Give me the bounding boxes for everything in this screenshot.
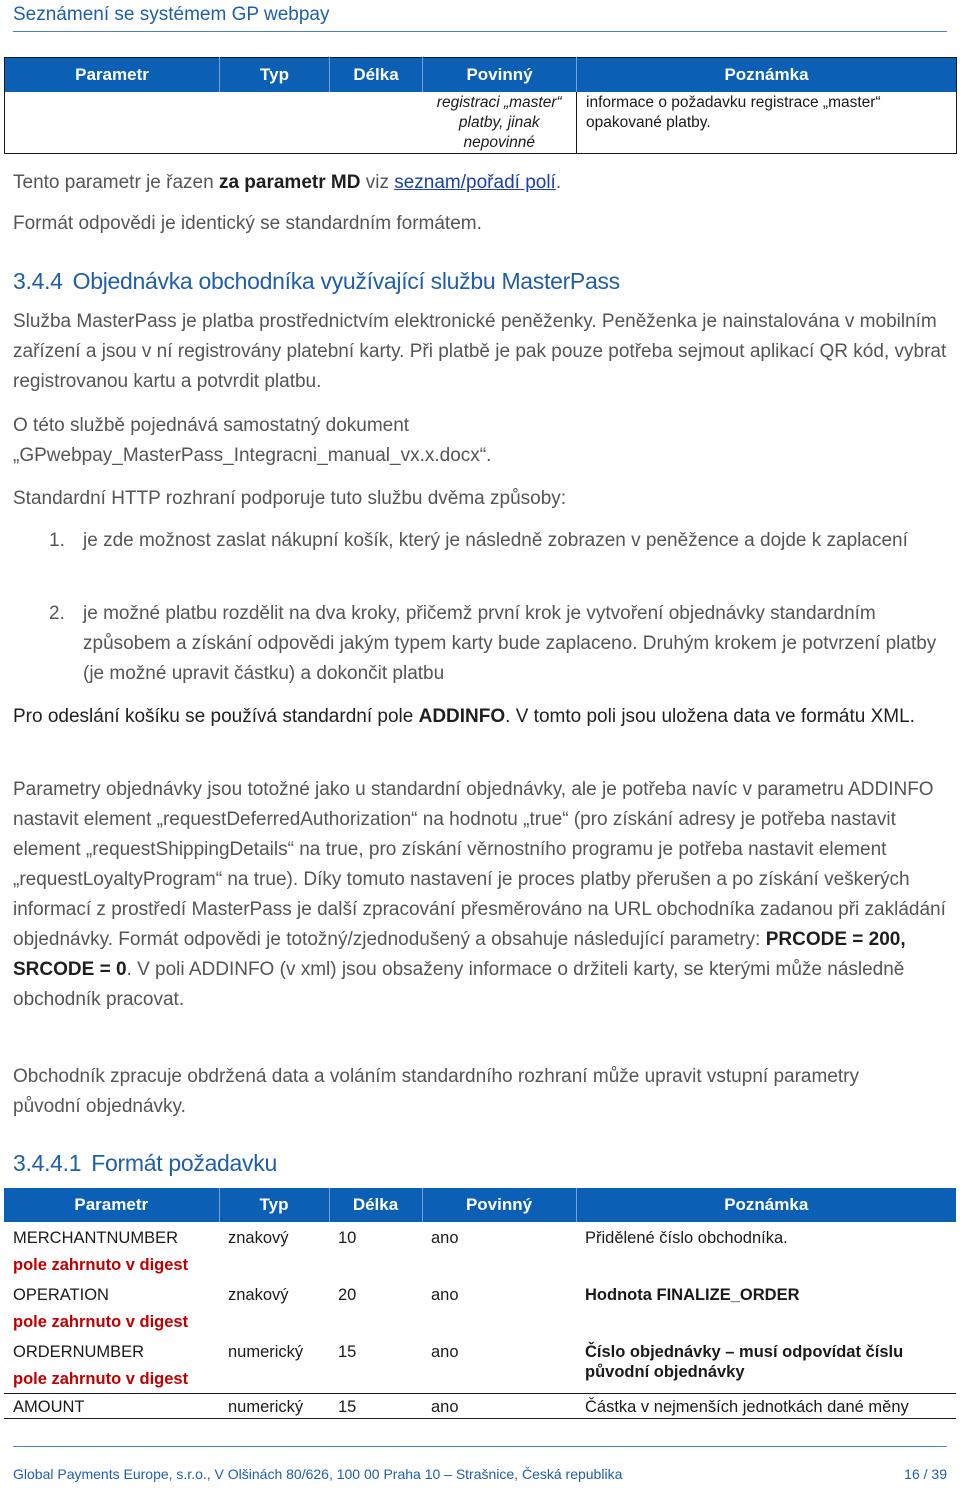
param-name: ORDERNUMBER	[13, 1343, 145, 1361]
col-header-parametr: Parametr	[4, 1188, 219, 1222]
section-number: 3.4.4	[13, 268, 63, 294]
text: viz	[360, 172, 395, 193]
list-number: 2.	[49, 603, 65, 624]
cell-parametr	[5, 92, 220, 154]
col-header-delka: Délka	[330, 58, 423, 93]
cell-delka: 15	[338, 1343, 357, 1361]
paragraph-document-reference: O této službě pojednává samostatný dokument „GPwebpay_MasterPass_Integracni_manual_vx.x.docx“.	[13, 415, 492, 466]
table-header-row	[4, 1188, 956, 1222]
list-text: je možné platbu rozdělit na dva kroky, přičemž první krok je vytvoření objednávky standardním způsobem a získání odpovědi jakým typem karty bude zaplaceno. Druhým krokem je potvrzení platby (je možné upravit částku) a dokončit platbu	[83, 603, 937, 684]
cell-typ: numerický	[228, 1343, 304, 1361]
footer-divider	[13, 1446, 947, 1447]
cell-parametr	[4, 1222, 219, 1279]
cell-poznamka: Hodnota FINALIZE_ORDER	[585, 1286, 800, 1304]
table-row	[4, 1394, 956, 1419]
text: Tento parametr je řazen	[13, 172, 219, 193]
col-header-typ: Typ	[220, 58, 330, 93]
request-format-table	[4, 1188, 956, 1419]
paragraph-merchant-processing: Obchodník zpracuje obdržená data a voláním standardního rozhraní může upravit vstupní parametry původní objednávky.	[13, 1066, 859, 1117]
page-header-title: Seznámení se systémem GP webpay	[13, 4, 330, 25]
cell-parametr	[4, 1336, 219, 1394]
table-header-row	[5, 58, 957, 93]
cell-povinny: registraci „master“ platby, jinak nepovinné	[436, 94, 562, 151]
page-number: 16 / 39	[904, 1466, 947, 1482]
section-heading	[13, 268, 620, 295]
digest-flag: pole zahrnuto v digest	[13, 1256, 189, 1274]
table-row	[5, 92, 957, 154]
col-header-poznamka: Poznámka	[576, 1188, 956, 1222]
paragraph-order-note	[13, 168, 561, 198]
section-title: Objednávka obchodníka využívající službu MasterPass	[72, 268, 620, 294]
cell-delka: 10	[338, 1229, 357, 1247]
paragraph-order-parameters	[13, 775, 953, 1015]
col-header-delka: Délka	[329, 1188, 422, 1222]
cell-typ: znakový	[228, 1286, 289, 1304]
text: Pro odeslání košíku se používá standardní pole	[13, 706, 419, 727]
text: . V poli ADDINFO (v xml) jsou obsaženy informace o držiteli karty, se kterými může následně obchodník pracovat.	[13, 959, 905, 1010]
cell-typ	[220, 92, 330, 154]
header-divider	[13, 31, 947, 32]
cell-parametr: AMOUNT	[4, 1394, 219, 1419]
bold-text: ADDINFO	[418, 706, 506, 727]
subsection-title: Formát požadavku	[91, 1150, 277, 1176]
table-row	[4, 1222, 956, 1279]
text: .	[555, 172, 562, 193]
field-order-link[interactable]: seznam/pořadí polí	[394, 172, 556, 193]
paragraph-addinfo	[13, 702, 948, 732]
digest-flag: pole zahrnuto v digest	[13, 1370, 189, 1388]
cell-povinny: ano	[431, 1343, 459, 1361]
cell-poznamka: Přidělené číslo obchodníka.	[585, 1229, 788, 1247]
cell-povinny: ano	[422, 1394, 576, 1419]
cell-delka: 15	[329, 1394, 422, 1419]
cell-povinny: ano	[431, 1286, 459, 1304]
paragraph-response-format: Formát odpovědi je identický se standardním formátem.	[13, 213, 482, 234]
text: . V tomto poli jsou uložena data ve formátu XML.	[505, 706, 915, 727]
list-number: 1.	[49, 530, 65, 551]
table-row	[4, 1279, 956, 1336]
text: Parametry objednávky jsou totožné jako u standardní objednávky, ale je potřeba navíc v parametru ADDINFO nastavit element „requestDeferredAuthorization“ na hodnotu „true“ (pro získání adresy je potřeba nastavit element „requestShippingDetails“ na true, pro získání věrnostního programu je potřeba nastavit element „requestLoyaltyProgram“ na true). Díky tomuto nastavení je proces platby přerušen a po získání veškerých informací z prostředí MasterPass je další zpracování přesměrováno na URL obchodníka zadanou při zakládání objednávky. Formát odpovědi je totožný/zjednodušený a obsahuje následující parametry:	[13, 779, 946, 950]
subsection-heading	[13, 1150, 277, 1177]
param-name: OPERATION	[13, 1286, 109, 1304]
cell-poznamka: Částka v nejmenších jednotkách dané měny	[576, 1394, 956, 1419]
cell-delka: 20	[338, 1286, 357, 1304]
bold-text: za parametr MD	[218, 172, 361, 193]
col-header-povinny: Povinný	[423, 58, 577, 93]
parameter-table-continued	[4, 57, 957, 154]
col-header-typ: Typ	[219, 1188, 329, 1222]
cell-povinny: ano	[431, 1229, 459, 1247]
list-item	[49, 599, 937, 684]
cell-poznamka: Číslo objednávky – musí odpovídat číslu původní objednávky	[585, 1343, 904, 1381]
col-header-poznamka: Poznámka	[577, 58, 957, 93]
list-text: je zde možnost zaslat nákupní košík, který je následně zobrazen v peněžence a dojde k zaplacení	[83, 530, 908, 551]
cell-typ: znakový	[228, 1229, 289, 1247]
col-header-parametr: Parametr	[5, 58, 220, 93]
paragraph-masterpass-intro: Služba MasterPass je platba prostřednictvím elektronické peněženky. Peněženka je nainstalována v mobilním zařízení a jsou v ní registrovány platební karty. Při platbě je pak pouze potřeba sejmout aplikací QR kód, vybrat registrovanou kartu a potvrdit platbu.	[13, 311, 947, 392]
cell-typ: numerický	[219, 1394, 329, 1419]
cell-parametr	[4, 1279, 219, 1336]
bold-text: PRCODE = 200, SRCODE = 0	[13, 929, 906, 980]
col-header-povinny: Povinný	[422, 1188, 576, 1222]
cell-delka	[330, 92, 423, 154]
cell-poznamka: informace o požadavku registrace „master“ opakované platby.	[577, 92, 957, 154]
digest-flag: pole zahrnuto v digest	[13, 1313, 189, 1331]
paragraph-two-ways: Standardní HTTP rozhraní podporuje tuto službu dvěma způsoby:	[13, 488, 567, 509]
table-row	[4, 1336, 956, 1394]
subsection-number: 3.4.4.1	[13, 1150, 82, 1176]
param-name: MERCHANTNUMBER	[13, 1229, 178, 1247]
footer-company: Global Payments Europe, s.r.o., V Olšinách 80/626, 100 00 Praha 10 – Strašnice, Česká republika	[13, 1466, 623, 1482]
list-item	[49, 526, 908, 556]
